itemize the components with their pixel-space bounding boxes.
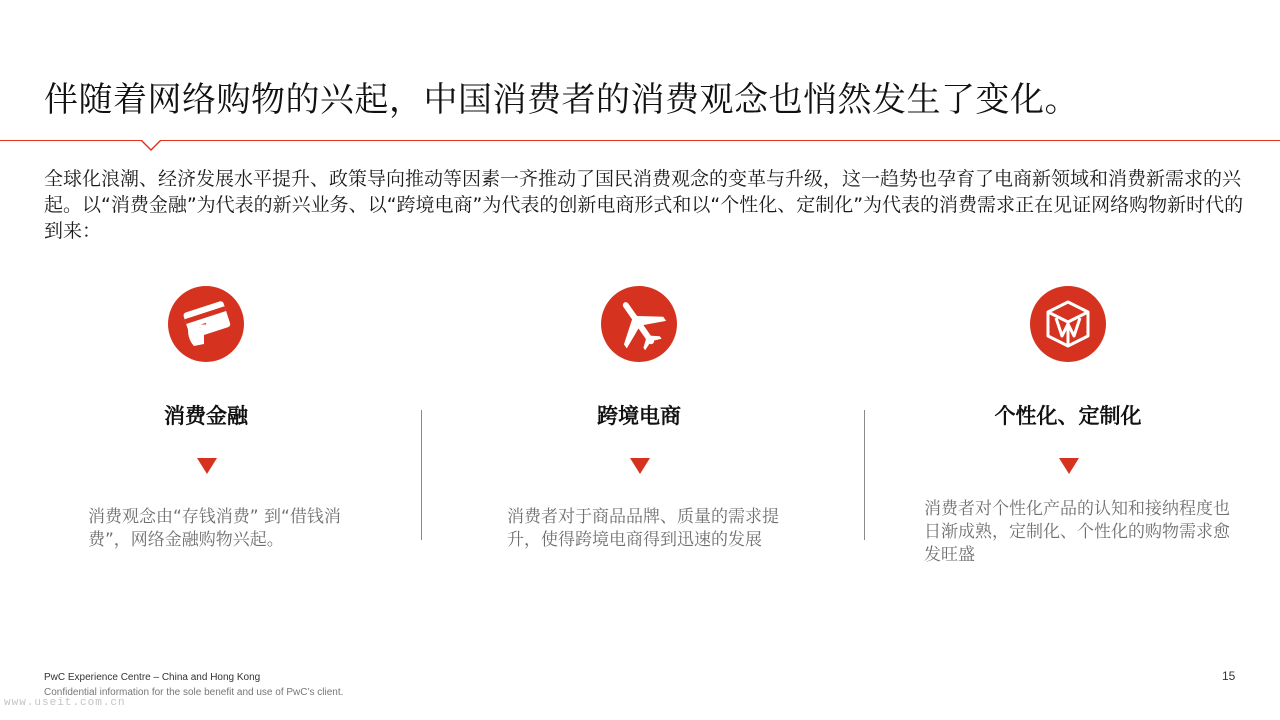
title-divider-line <box>0 140 1280 141</box>
column-title: 跨境电商 <box>597 404 681 428</box>
column-title: 个性化、定制化 <box>994 404 1142 428</box>
column-consumer-finance <box>26 280 386 580</box>
column-title: 消费金融 <box>164 404 248 428</box>
arrow-down-icon <box>1059 458 1079 474</box>
watermark: www.useit.com.cn <box>4 697 126 709</box>
credit-card-hand-icon <box>168 286 244 362</box>
title-divider-notch <box>140 140 162 151</box>
page-number: 15 <box>1222 669 1236 683</box>
arrow-down-icon <box>630 458 650 474</box>
column-cross-border-ecommerce <box>459 280 819 580</box>
arrow-down-icon <box>197 458 217 474</box>
intro-paragraph: 全球化浪潮、经济发展水平提升、政策导向推动等因素一齐推动了国民消费观念的变革与升级，这一趋势也孕育了电商新领域和消费新需求的兴起。以“消费金融”为代表的新兴业务、以“跨境电商”为代表的创新电商形式和以“个性化、定制化”为代表的消费需求正在见证网络购物新时代的到来： <box>44 168 1244 242</box>
page-title: 伴随着网络购物的兴起，中国消费者的消费观念也悄然发生了变化。 <box>44 80 1079 120</box>
column-description: 消费观念由“存钱消费” 到“借钱消费”，网络金融购物兴起。 <box>88 507 341 550</box>
column-divider <box>864 410 865 540</box>
footer-company: PwC Experience Centre – China and Hong Kong <box>44 672 261 683</box>
column-personalization <box>888 280 1248 580</box>
footer-confidential: Confidential information for the sole benefit and use of PwC’s client. <box>44 687 344 698</box>
column-divider <box>421 410 422 540</box>
airplane-icon <box>601 286 677 362</box>
column-description: 消费者对个性化产品的认知和接纳程度也日渐成熟，定制化、个性化的购物需求愈发旺盛 <box>924 499 1230 565</box>
column-description: 消费者对于商品品牌、质量的需求提升，使得跨境电商得到迅速的发展 <box>507 507 779 550</box>
custom-box-icon <box>1030 286 1106 362</box>
